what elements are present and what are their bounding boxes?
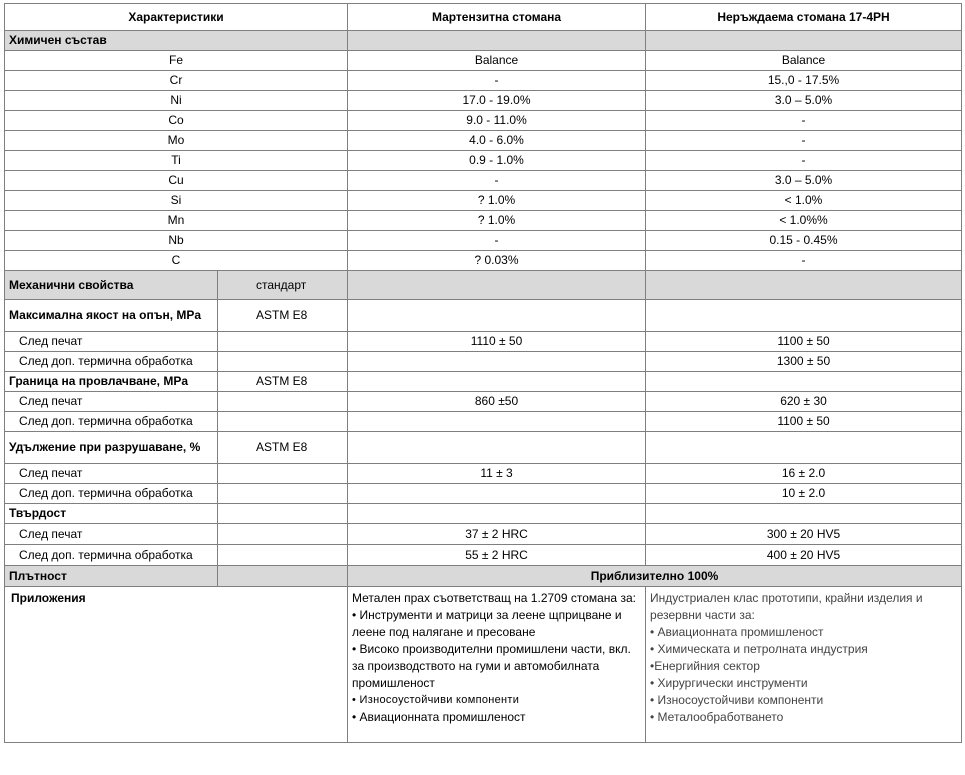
- tensile-title-row: [5, 300, 962, 332]
- condition-label: След доп. термична обработка: [5, 352, 218, 372]
- mech-section-row: [5, 271, 962, 300]
- element-name: Cu: [5, 171, 348, 191]
- martensitic-value: 860 ±50: [348, 392, 646, 412]
- table-row: [5, 231, 962, 251]
- mech-section-title: Механични свойства: [5, 271, 218, 300]
- header-row: [5, 4, 962, 31]
- condition-label: След доп. термична обработка: [5, 412, 218, 432]
- condition-label: След печат: [5, 464, 218, 484]
- table-row: [5, 91, 962, 111]
- condition-label: След печат: [5, 332, 218, 352]
- stainless-value: 10 ± 2.0: [646, 484, 962, 504]
- header-characteristics: Характеристики: [5, 4, 348, 31]
- list-item: •Енергийния сектор: [650, 659, 760, 673]
- list-item: • Хирургически инструменти: [650, 676, 808, 690]
- martensitic-value: Balance: [348, 51, 646, 71]
- table-row: [5, 524, 962, 545]
- table-row: [5, 71, 962, 91]
- properties-table: [4, 3, 962, 743]
- stainless-applications: [646, 587, 962, 743]
- stainless-value: < 1.0%%: [646, 211, 962, 231]
- table-row: [5, 332, 962, 352]
- martensitic-value: ? 0.03%: [348, 251, 646, 271]
- list-item: • Авиационната промишленост: [352, 710, 526, 724]
- martensitic-value: 11 ± 3: [348, 464, 646, 484]
- stainless-value: -: [646, 251, 962, 271]
- martensitic-value: [348, 412, 646, 432]
- stainless-value: Balance: [646, 51, 962, 71]
- condition-label: След печат: [5, 392, 218, 412]
- elongation-title-row: [5, 432, 962, 464]
- applications-row: [5, 587, 962, 743]
- table-row: [5, 412, 962, 432]
- table-row: [5, 484, 962, 504]
- stainless-value: 3.0 – 5.0%: [646, 171, 962, 191]
- tensile-title: Максимална якост на опън, MPa: [5, 300, 218, 332]
- martensitic-value: [348, 352, 646, 372]
- stainless-value: < 1.0%: [646, 191, 962, 211]
- element-name: Fe: [5, 51, 348, 71]
- table-row: [5, 51, 962, 71]
- table-row: [5, 111, 962, 131]
- martensitic-value: 17.0 - 19.0%: [348, 91, 646, 111]
- chem-section-row: [5, 31, 962, 51]
- density-value: Приблизително 100%: [348, 566, 962, 587]
- martensitic-value: 4.0 - 6.0%: [348, 131, 646, 151]
- header-stainless: Неръждаема стомана 17-4PH: [646, 4, 962, 31]
- applications-title: Приложения: [5, 587, 348, 743]
- stainless-value: -: [646, 111, 962, 131]
- martensitic-value: -: [348, 231, 646, 251]
- martensitic-value: [348, 484, 646, 504]
- density-row: [5, 566, 962, 587]
- stainless-value: 1100 ± 50: [646, 412, 962, 432]
- list-item: • Авиационната промишленост: [650, 625, 824, 639]
- stainless-value: 15.,0 - 17.5%: [646, 71, 962, 91]
- stainless-value: 3.0 – 5.0%: [646, 91, 962, 111]
- tensile-standard: ASTM E8: [218, 300, 348, 332]
- list-item: • Високо производителни промишлени части, вкл. за производството на гуми и автомобилната промишленост: [352, 642, 631, 690]
- stainless-value: 1300 ± 50: [646, 352, 962, 372]
- stainless-value: 300 ± 20 HV5: [646, 524, 962, 545]
- list-item: • Металообработването: [650, 710, 784, 724]
- element-name: Ti: [5, 151, 348, 171]
- element-name: Cr: [5, 71, 348, 91]
- martensitic-intro: Метален прах съответстващ на 1.2709 стомана за:: [352, 591, 636, 605]
- table-row: [5, 171, 962, 191]
- condition-label: След печат: [5, 524, 218, 545]
- stainless-value: -: [646, 151, 962, 171]
- martensitic-value: ? 1.0%: [348, 191, 646, 211]
- condition-label: След доп. термична обработка: [5, 545, 218, 566]
- header-martensitic: Мартензитна стомана: [348, 4, 646, 31]
- martensitic-applications: [348, 587, 646, 743]
- stainless-value: -: [646, 131, 962, 151]
- table-row: [5, 191, 962, 211]
- martensitic-value: -: [348, 71, 646, 91]
- element-name: Mo: [5, 131, 348, 151]
- stainless-value: 400 ± 20 HV5: [646, 545, 962, 566]
- chem-section-title: Химичен състав: [5, 31, 348, 51]
- element-name: Nb: [5, 231, 348, 251]
- martensitic-value: -: [348, 171, 646, 191]
- standard-label: стандарт: [218, 271, 348, 300]
- martensitic-value: 9.0 - 11.0%: [348, 111, 646, 131]
- stainless-value: 0.15 - 0.45%: [646, 231, 962, 251]
- list-item: • Инструменти и матрици за леене щприцване и леене под налягане и пресоване: [352, 608, 622, 639]
- list-item: • Износоустойчиви компоненти: [650, 693, 824, 707]
- martensitic-value: 37 ± 2 HRC: [348, 524, 646, 545]
- element-name: Mn: [5, 211, 348, 231]
- table-row: [5, 151, 962, 171]
- table-row: [5, 352, 962, 372]
- stainless-value: 620 ± 30: [646, 392, 962, 412]
- density-title: Плътност: [5, 566, 218, 587]
- hardness-title: Твърдост: [5, 504, 218, 524]
- table-row: [5, 131, 962, 151]
- elongation-standard: ASTM E8: [218, 432, 348, 464]
- element-name: Ni: [5, 91, 348, 111]
- element-name: C: [5, 251, 348, 271]
- table-row: [5, 392, 962, 412]
- stainless-value: 1100 ± 50: [646, 332, 962, 352]
- table-row: [5, 545, 962, 566]
- elongation-title: Удължение при разрушаване, %: [5, 432, 218, 464]
- list-item: • Износоустойчиви компоненти: [352, 694, 520, 706]
- stainless-intro: Индустриален клас прототипи, крайни изделия и резервни части за:: [650, 591, 923, 622]
- hardness-title-row: [5, 504, 962, 524]
- table-row: [5, 211, 962, 231]
- condition-label: След доп. термична обработка: [5, 484, 218, 504]
- list-item: • Химическата и петролната индустрия: [650, 642, 868, 656]
- martensitic-value: ? 1.0%: [348, 211, 646, 231]
- table-row: [5, 464, 962, 484]
- table-row: [5, 251, 962, 271]
- element-name: Co: [5, 111, 348, 131]
- yield-standard: ASTM E8: [218, 372, 348, 392]
- martensitic-value: 1110 ± 50: [348, 332, 646, 352]
- yield-title: Граница на провлачване, MPa: [5, 372, 218, 392]
- martensitic-value: 55 ± 2 HRC: [348, 545, 646, 566]
- stainless-value: 16 ± 2.0: [646, 464, 962, 484]
- element-name: Si: [5, 191, 348, 211]
- yield-title-row: [5, 372, 962, 392]
- martensitic-value: 0.9 - 1.0%: [348, 151, 646, 171]
